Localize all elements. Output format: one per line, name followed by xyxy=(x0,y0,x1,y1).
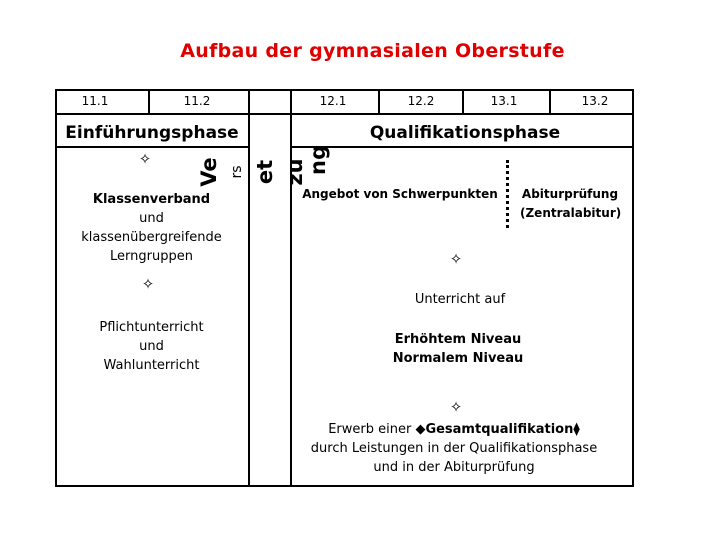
open-quote-icon: ◆ xyxy=(415,422,426,437)
erwerb-line-3: und in der Abiturprüfung xyxy=(373,460,535,475)
erwerb-line-1 xyxy=(294,420,614,439)
grouping-line: Lerngruppen xyxy=(110,249,193,264)
semester-label-11-2: 11.2 xyxy=(183,94,211,108)
lessons-line: Wahlunterricht xyxy=(103,358,200,373)
vertical-text-fragment: et xyxy=(253,159,277,185)
lessons-line: Pflichtunterricht xyxy=(99,320,204,335)
vertical-text-fragment: ng xyxy=(306,145,330,175)
erwerb-line-2: durch Leistungen in der Qualifikationsphase xyxy=(310,441,598,456)
column-divider-left xyxy=(248,89,250,487)
diamond-icon: ✧ xyxy=(449,250,463,268)
vertical-text-fragment: rs xyxy=(229,165,245,179)
grouping-line: klassenübergreifende xyxy=(81,230,222,245)
abitur-line: Abiturprüfung xyxy=(521,187,619,201)
semester-label-12-2: 12.2 xyxy=(407,94,435,108)
diamond-icon: ✧ xyxy=(141,275,155,293)
semester-divider xyxy=(378,89,380,115)
unterricht-intro: Unterricht auf xyxy=(414,292,506,307)
semester-divider xyxy=(462,89,464,115)
erwerb-prefix: Erwerb einer xyxy=(328,422,416,437)
intro-block-lessons xyxy=(55,318,248,375)
erwerb-block xyxy=(294,420,614,477)
erwerb-highlight: Gesamtqualifikation xyxy=(425,422,574,437)
diamond-icon: ✧ xyxy=(138,150,152,168)
semester-label-13-2: 13.2 xyxy=(581,94,609,108)
phase-label-intro: Einführungsphase xyxy=(65,123,239,143)
abitur-line: (Zentralabitur) xyxy=(520,206,622,220)
semester-row-divider xyxy=(55,113,634,115)
page-title: Aufbau der gymnasialen Oberstufe xyxy=(180,40,565,62)
niveau-line: Erhöhtem Niveau xyxy=(394,332,522,347)
grouping-line: und xyxy=(139,211,164,226)
semester-label-11-1: 11.1 xyxy=(81,94,109,108)
phase-row-divider xyxy=(55,146,248,148)
intro-block-grouping xyxy=(55,190,248,266)
niveau-block xyxy=(368,330,548,368)
diamond-icon: ✧ xyxy=(449,398,463,416)
close-quote-icon: ⧫ xyxy=(573,422,580,437)
qual-focus-text: Angebot von Schwerpunkten xyxy=(302,187,498,201)
phase-label-qual: Qualifikationsphase xyxy=(369,123,561,143)
dotted-separator xyxy=(506,160,509,228)
vertical-text-fragment: zu xyxy=(283,158,307,186)
niveau-line: Normalem Niveau xyxy=(392,351,524,366)
vertical-text-fragment: Ve xyxy=(197,157,221,187)
semester-divider xyxy=(148,89,150,115)
semester-label-12-1: 12.1 xyxy=(319,94,347,108)
semester-label-13-1: 13.1 xyxy=(490,94,518,108)
lessons-line: und xyxy=(139,339,164,354)
column-divider-right xyxy=(290,89,292,487)
phase-row-divider xyxy=(290,146,634,148)
semester-divider xyxy=(549,89,551,115)
grouping-line: Klassenverband xyxy=(92,192,211,207)
abitur-block xyxy=(520,185,620,223)
